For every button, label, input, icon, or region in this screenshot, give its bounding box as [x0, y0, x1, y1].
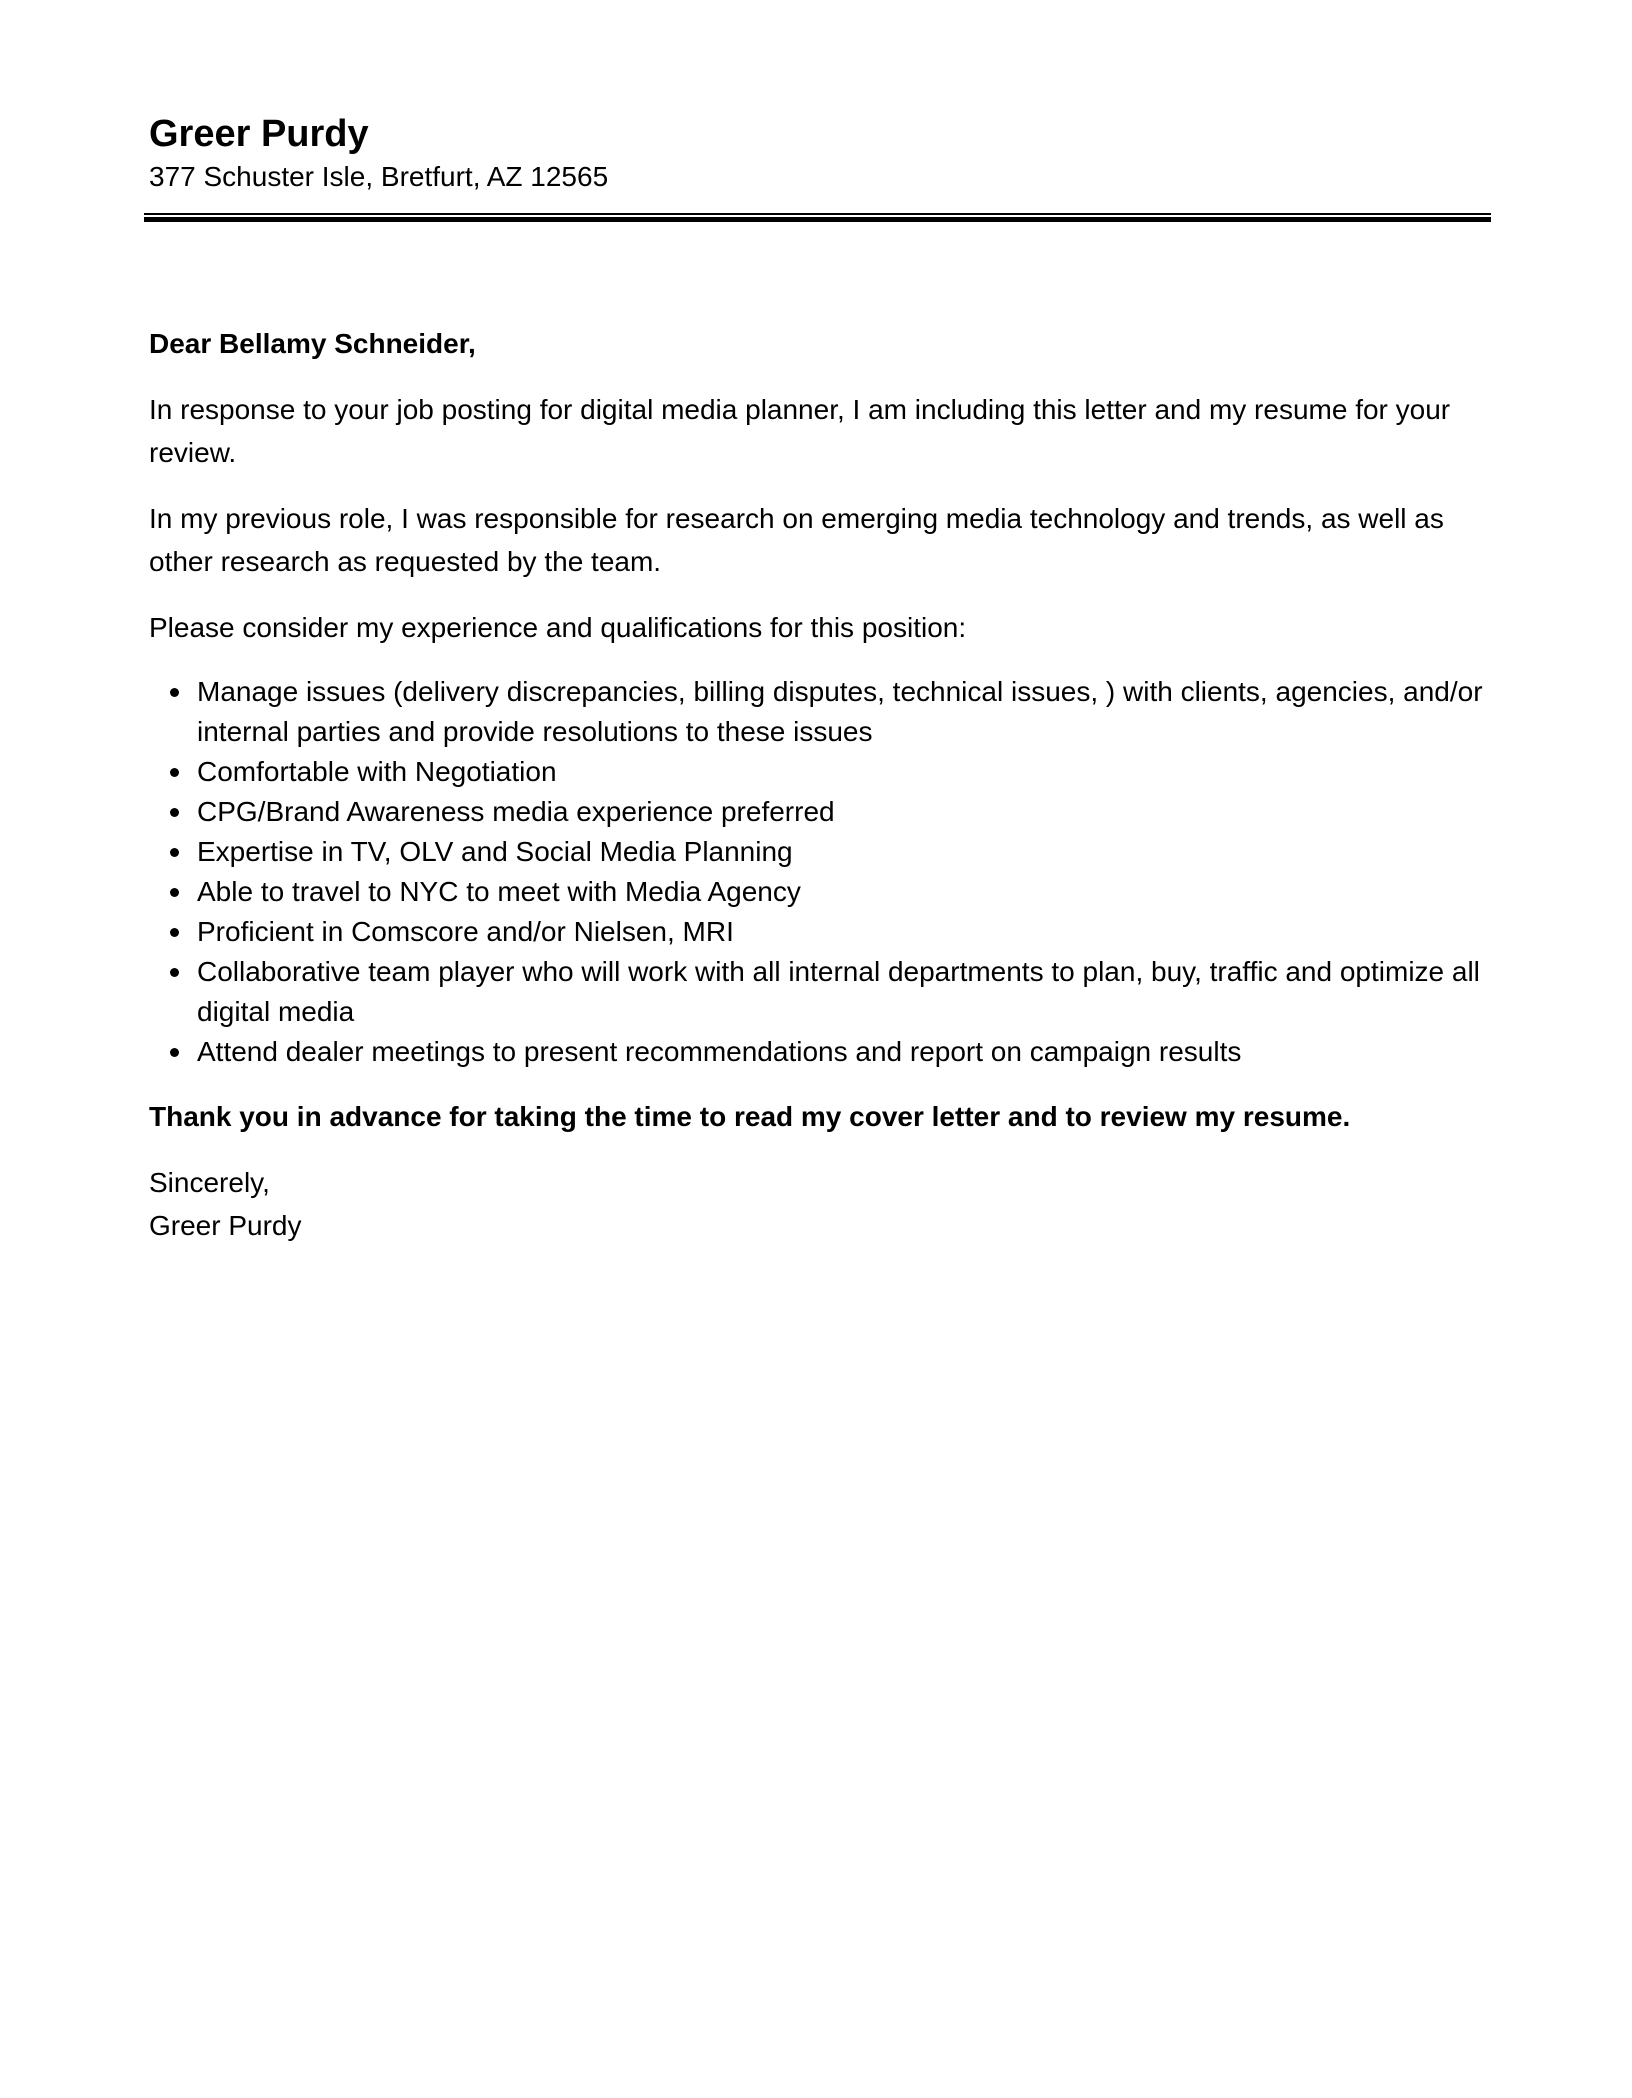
list-item-text: CPG/Brand Awareness media experience preferred [197, 796, 835, 827]
list-item [149, 952, 1489, 1032]
bullet-icon [170, 848, 179, 857]
list-item [149, 752, 1489, 792]
bullet-icon [170, 768, 179, 777]
sender-name: Greer Purdy [149, 113, 369, 155]
divider-thin-line [144, 213, 1491, 215]
salutation: Dear Bellamy Schneider, [149, 328, 476, 359]
list-item [149, 792, 1489, 832]
closing-statement: Thank you in advance for taking the time to read my cover letter and to review my resume. [149, 1101, 1351, 1132]
list-item-text: Able to travel to NYC to meet with Media Agency [197, 876, 801, 907]
list-item-text: Expertise in TV, OLV and Social Media Planning [197, 836, 793, 867]
bullet-icon [170, 968, 179, 977]
signature-name: Greer Purdy [149, 1210, 302, 1241]
list-item [149, 912, 1489, 952]
paragraph-previous-role: In my previous role, I was responsible for research on emerging media technology and trends, as well as other research as requested by the team. [149, 503, 1444, 577]
list-item-text: Collaborative team player who will work with all internal departments to plan, buy, traffic and optimize all digital media [197, 956, 1480, 1027]
list-item-text: Proficient in Comscore and/or Nielsen, MRI [197, 916, 734, 947]
letter-header [149, 110, 1489, 196]
letter-body [149, 322, 1489, 1247]
divider-thick-line [144, 217, 1491, 222]
list-item [149, 872, 1489, 912]
list-item-text: Attend dealer meetings to present recommendations and report on campaign results [197, 1036, 1242, 1067]
bullet-icon [170, 928, 179, 937]
bullet-icon [170, 888, 179, 897]
list-item-text: Comfortable with Negotiation [197, 756, 557, 787]
list-item-text: Manage issues (delivery discrepancies, billing disputes, technical issues, ) with clients, agencies, and/or internal parties and provide resolutions to these issues [197, 676, 1483, 747]
bullet-icon [170, 808, 179, 817]
list-item [149, 1032, 1489, 1072]
bullet-icon [170, 1048, 179, 1057]
valediction: Sincerely, [149, 1167, 270, 1198]
paragraph-intro: In response to your job posting for digital media planner, I am including this letter and my resume for your review. [149, 394, 1451, 468]
list-item [149, 672, 1489, 752]
qualifications-list [149, 672, 1489, 1072]
list-item [149, 832, 1489, 872]
bullet-icon [170, 688, 179, 697]
sender-address: 377 Schuster Isle, Bretfurt, AZ 12565 [149, 161, 609, 192]
paragraph-qualifications-lead: Please consider my experience and qualifications for this position: [149, 612, 967, 643]
header-divider [144, 213, 1491, 223]
